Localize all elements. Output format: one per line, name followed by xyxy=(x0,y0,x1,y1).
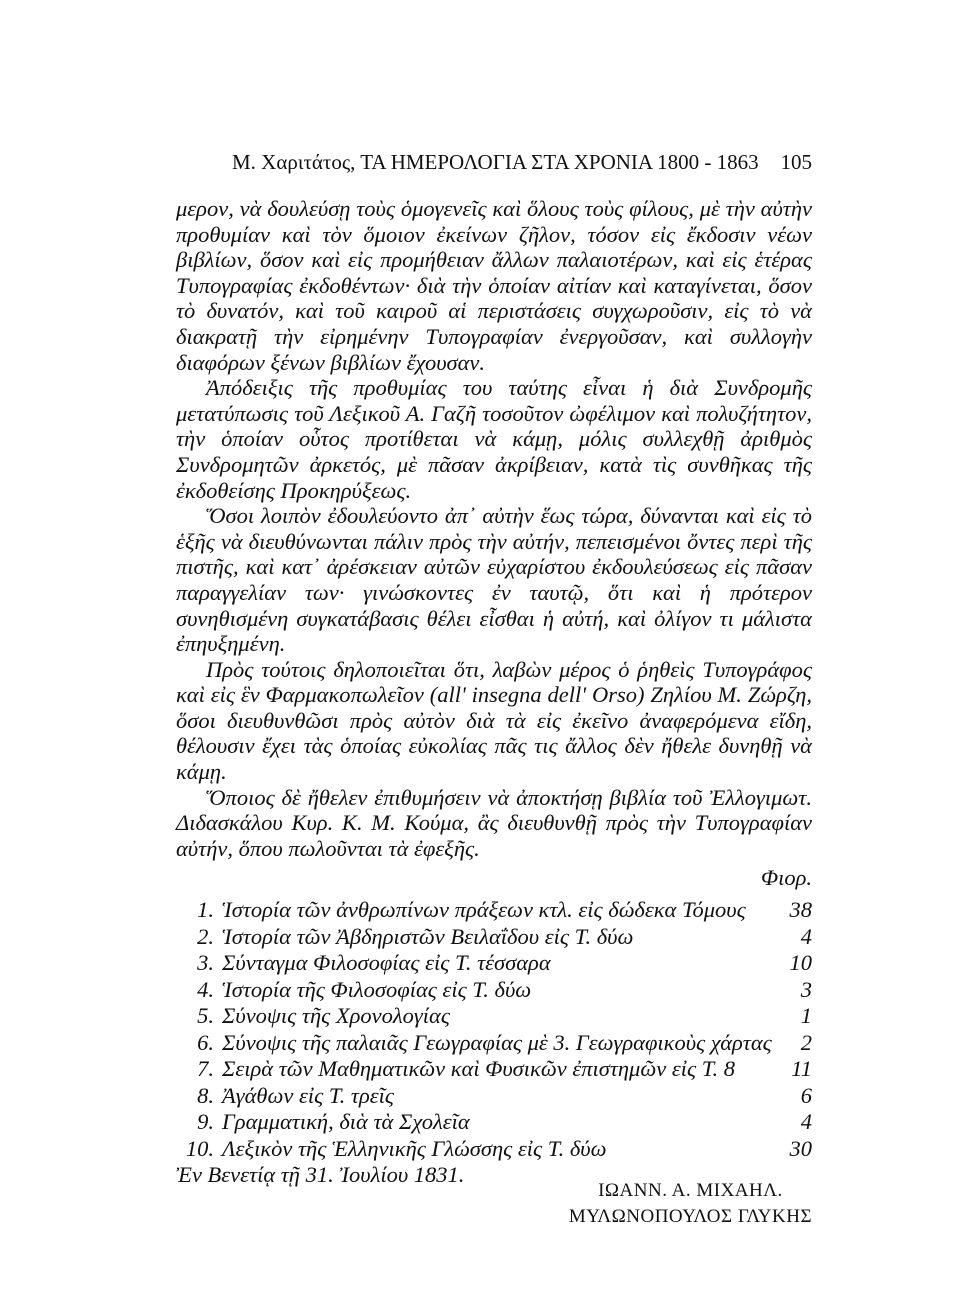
book-price-list xyxy=(176,897,812,1162)
list-item xyxy=(176,1056,812,1083)
paragraph: μερον, νὰ δουλεύσῃ τοὺς ὁμογενεῖς καὶ ὅλους τοὺς φίλους, μὲ τὴν αὐτὴν προθυμίαν καὶ τὸν ὅμοιον ἐκείνων ζῆλον, τόσον εἰς ἔκδοσιν νέων βιβλίων, ὅσον καὶ εἰς προμήθειαν ἄλλων παλαιοτέρων, καὶ εἰς ἑτέρας Τυπογραφίας ἐκδοθέντων· διὰ τὴν ὁποίαν αἰτίαν καὶ καταγίνεται, ὅσον τὸ δυνατόν, καὶ τοῦ καιροῦ αἱ περιστάσεις συγχωροῦσιν, εἰς τὸ νὰ διακρατῇ τὴν εἰρημένην Τυπογραφίαν ἐνεργοῦσαν, καὶ συλλογὴν διαφόρων ξένων βιβλίων ἔχουσαν. xyxy=(176,196,812,375)
list-item xyxy=(176,1003,812,1030)
closing-block xyxy=(176,1162,812,1228)
item-number: 5. xyxy=(197,1003,214,1029)
item-title: Σύνοψις τῆς παλαιᾶς Γεωγραφίας μὲ 3. Γεωγραφικοὺς χάρτας xyxy=(222,1029,772,1055)
item-price: 6 xyxy=(800,1082,812,1108)
paragraph: Πρὸς τούτοις δηλοποιεῖται ὅτι, λαβὼν μέρος ὁ ῥηθεὶς Τυπογράφος καὶ εἰς ἓν Φαρμακοπωλεῖον (all' insegna dell' Orso) Ζηλίου Μ. Ζώρζη, ὅσοι διευθυνθῶσι πρὸς αὐτὸν διὰ τὰ εἰς ἐκεῖνο ἀναφερόμενα εἴδη, θέλουσιν ἔχει τὰς ὁποίας εὐκολίας πᾶς τις ἄλλος δὲν ἤθελε δυνηθῇ νὰ κάμῃ. xyxy=(176,656,812,785)
item-title: Ἱστορία τῶν ἀνθρωπίνων πράξεων κτλ. εἰς δώδεκα Τόμους xyxy=(222,897,746,923)
list-item xyxy=(176,1083,812,1110)
list-item xyxy=(176,977,812,1004)
signature xyxy=(569,1178,812,1230)
page-number: 105 xyxy=(780,150,812,174)
list-item xyxy=(176,897,812,924)
currency-label: Φιορ. xyxy=(760,865,812,891)
list-item xyxy=(176,924,812,951)
page-body xyxy=(176,196,812,1228)
item-title: Λεξικὸν τῆς Ἑλληνικῆς Γλώσσης εἰς Τ. δύω xyxy=(222,1135,607,1161)
item-price: 4 xyxy=(800,923,812,949)
item-number: 3. xyxy=(197,950,214,976)
item-number: 7. xyxy=(197,1056,214,1082)
item-title: Ἀγάθων εἰς Τ. τρεῖς xyxy=(222,1082,395,1108)
item-price: 4 xyxy=(800,1109,812,1135)
signature-line-1: ΙΩΑΝΝ. Α. ΜΙΧΑΗΛ. xyxy=(598,1180,783,1202)
item-price: 3 xyxy=(800,976,812,1002)
item-title: Σύνοψις τῆς Χρονολογίας xyxy=(222,1003,450,1029)
item-number: 6. xyxy=(197,1029,214,1055)
list-item xyxy=(176,950,812,977)
item-price: 30 xyxy=(789,1135,812,1161)
item-title: Σύνταγμα Φιλοσοφίας εἰς Τ. τέσσαρα xyxy=(222,950,551,976)
item-title: Ἱστορία τῶν Ἀβδηριστῶν Βειλαΐδου εἰς Τ. δύω xyxy=(222,923,634,949)
item-number: 1. xyxy=(197,897,214,923)
list-item xyxy=(176,1136,812,1163)
item-number: 9. xyxy=(197,1109,214,1135)
item-title: Ἱστορία τῆς Φιλοσοφίας εἰς Τ. δύω xyxy=(222,976,532,1002)
header-title: Μ. Χαριτάτος, ΤΑ ΗΜΕΡΟΛΟΓΙΑ ΣΤΑ ΧΡΟΝΙΑ 1800 - 1863 xyxy=(232,150,759,174)
list-item xyxy=(176,1030,812,1057)
item-price: 1 xyxy=(800,1003,812,1029)
item-number: 10. xyxy=(185,1135,214,1161)
item-price: 38 xyxy=(789,897,812,923)
paragraph: Ὅσοι λοιπὸν ἐδουλεύοντο ἀπ᾿ αὐτὴν ἕως τώρα, δύνανται καὶ εἰς τὸ ἑξῆς νὰ διευθύνωνται πάλιν πρὸς τὴν αὐτήν, πεπεισμένοι ὄντες περὶ τῆς πιστῆς, καὶ κατ᾿ ἀρέσκειαν αὐτῶν εὐχαρίστου ἐκδουλεύσεως εἰς πᾶσαν παραγγελίαν των· γινώσκοντες ἐν ταυτῷ, ὅτι καὶ ἡ πρότερον συνηθισμένη συγκατάβασις θέλει εἶσθαι ἡ αὐτή, καὶ ὀλίγον τι μάλιστα ἐπηυξημένη. xyxy=(176,503,812,657)
item-number: 4. xyxy=(197,976,214,1002)
item-price: 2 xyxy=(800,1029,812,1055)
item-number: 2. xyxy=(197,923,214,949)
signature-line-2: ΜΥΛΩΝΟΠΟΥΛΟΣ ΓΛΥΚΗΣ xyxy=(568,1206,812,1228)
list-item xyxy=(176,1109,812,1136)
date-line: Ἐν Βενετίᾳ τῇ 31. Ἰουλίου 1831. xyxy=(176,1162,465,1188)
item-number: 8. xyxy=(197,1082,214,1108)
item-price: 11 xyxy=(791,1056,812,1082)
item-title: Σειρὰ τῶν Μαθηματικῶν καὶ Φυσικῶν ἐπιστημῶν εἰς Τ. 8 xyxy=(222,1056,736,1082)
running-header xyxy=(232,150,812,180)
paragraph: Ὅποιος δὲ ἤθελεν ἐπιθυμήσειν νὰ ἀποκτήσῃ βιβλία τοῦ Ἐλλογιμωτ. Διδασκάλου Κυρ. Κ. Μ. Κούμα, ἂς διευθυνθῇ πρὸς τὴν Τυπογραφίαν αὐτήν, ὅπου πωλοῦνται τὰ ἐφεξῆς. xyxy=(176,784,812,861)
item-price: 10 xyxy=(789,950,812,976)
paragraph: Ἀπόδειξις τῆς προθυμίας του ταύτης εἶναι ἡ διὰ Συνδρομῆς μετατύπωσις τοῦ Λεξικοῦ Α. Γαζῆ τοσοῦτον ὠφέλιμον καὶ πολυζήτητον, τὴν ὁποίαν οὗτος προτίθεται νὰ κάμῃ, μόλις συλλεχθῇ ἀριθμὸς Συνδρομητῶν ἀρκετός, μὲ πᾶσαν ἀκρίβειαν, κατὰ τὶς συνθῆκας τῆς ἐκδοθείσης Προκηρύξεως. xyxy=(176,375,812,503)
item-title: Γραμματική, διὰ τὰ Σχολεῖα xyxy=(222,1109,470,1135)
